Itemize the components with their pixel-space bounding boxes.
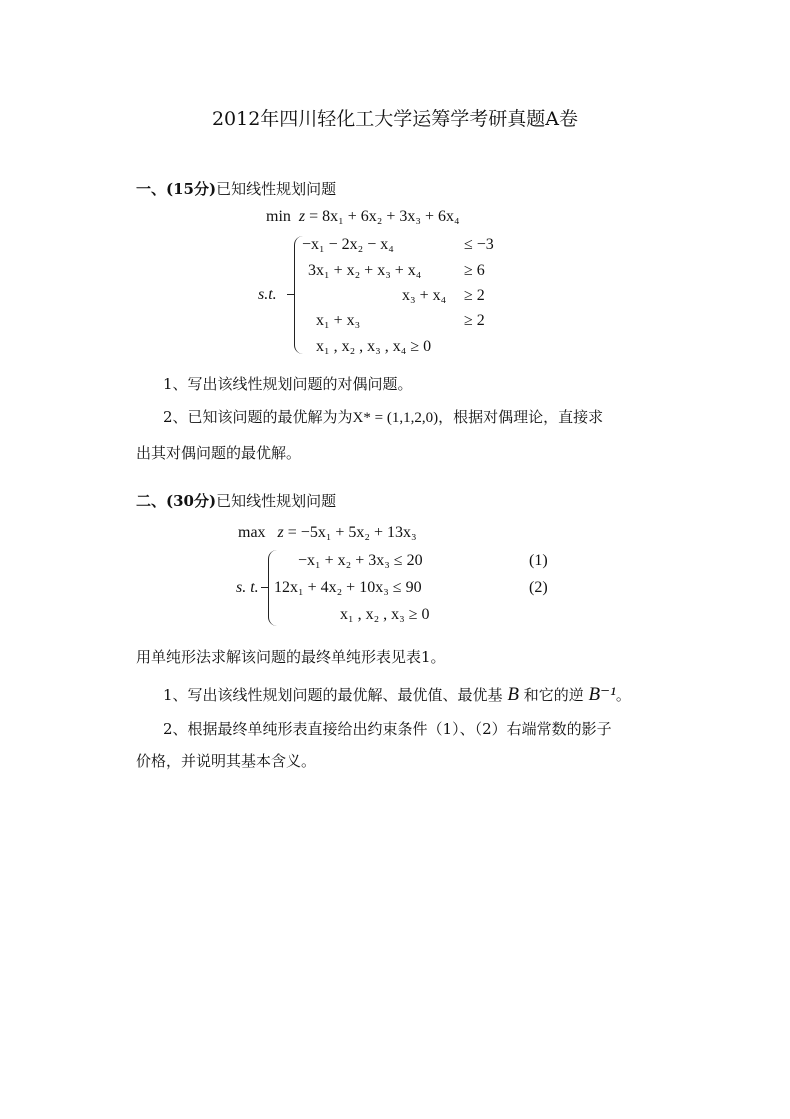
p1-constraint-1-lhs: −x₁ − 2x₂ − x₄ — [302, 236, 394, 253]
problem-2-intro: 用单纯形法求解该问题的最终单纯形表见表1。 — [136, 648, 446, 666]
p2-constraint-2-tag: (2) — [529, 579, 548, 596]
p2-constraint-3: x₁ , x₂ , x₃ ≥ 0 — [340, 606, 430, 623]
p2-constraint-1-tag: (1) — [529, 552, 548, 569]
objective-label: min — [266, 208, 291, 225]
objective-variable: z — [298, 208, 306, 225]
problem-2-question-2: 2、根据最终单纯形表直接给出约束条件（1）、（2）右端常数的影子 — [163, 720, 612, 738]
p1-constraint-1-rel: ≤ −3 — [464, 236, 494, 253]
objective-expression: = −5x₁ + 5x₂ + 13x₃ — [287, 524, 417, 541]
problem-2-number: 二、(30分) — [136, 492, 217, 510]
p2-constraint-1: −x₁ + x₂ + 3x₃ ≤ 20 — [298, 552, 423, 569]
basis-inverse: B⁻¹ — [588, 684, 616, 705]
p2-constraint-2: 12x₁ + 4x₂ + 10x₃ ≤ 90 — [274, 579, 422, 596]
problem-2-objective — [238, 524, 417, 542]
objective-label: max — [238, 524, 266, 541]
problem-1-heading-text: 已知线性规划问题 — [216, 180, 337, 198]
p1-constraint-4-lhs: x₁ + x₃ — [316, 312, 361, 329]
page-title: 2012年四川轻化工大学运筹学考研真题A卷 — [211, 108, 579, 130]
p1-constraint-4-rel: ≥ 2 — [464, 312, 485, 329]
p1-constraint-3-lhs: x₃ + x₄ — [402, 287, 447, 304]
problem-1-question-1: 1、写出该线性规划问题的对偶问题。 — [163, 375, 413, 393]
p1-constraint-5-lhs: x₁ , x₂ , x₃ , x₄ ≥ 0 — [316, 338, 432, 355]
p1-constraint-3-rel: ≥ 2 — [464, 287, 485, 304]
objective-variable: z — [277, 524, 284, 541]
problem-1-heading — [136, 178, 336, 199]
problem-1-question-2-cont: 出其对偶问题的最优解。 — [136, 444, 302, 462]
problem-1-number: 一、(15分) — [136, 180, 217, 198]
p1-constraint-2-lhs: 3x₁ + x₂ + x₃ + x₄ — [308, 262, 422, 279]
problem-1-question-2: 2、已知该问题的最优解为为X* = (1,1,2,0)，根据对偶理论，直接求 — [163, 408, 604, 426]
problem-2-brace-tip — [261, 587, 268, 588]
problem-2-heading — [136, 490, 336, 511]
optimal-solution: X* = (1,1,2,0) — [352, 410, 439, 426]
problem-2-heading-text: 已知线性规划问题 — [216, 492, 337, 510]
problem-2-st-label: s. t. — [236, 579, 259, 596]
problem-2-question-1: 1、写出该线性规划问题的最优解、最优值、最优基 B 和它的逆 B⁻¹。 — [163, 684, 631, 705]
problem-1-objective: min z = 8x₁ + 6x₂ + 3x₃ + 6x₄ — [266, 208, 460, 225]
objective-expression: 8x₁ + 6x₂ + 3x₃ + 6x₄ — [322, 208, 460, 225]
problem-1-brace-tip — [287, 294, 294, 295]
p1-constraint-2-rel: ≥ 6 — [464, 262, 485, 279]
problem-1-st-label: s.t. — [258, 286, 277, 303]
basis-B: B — [507, 684, 519, 705]
problem-2-question-2-cont: 价格，并说明其基本含义。 — [136, 752, 317, 770]
